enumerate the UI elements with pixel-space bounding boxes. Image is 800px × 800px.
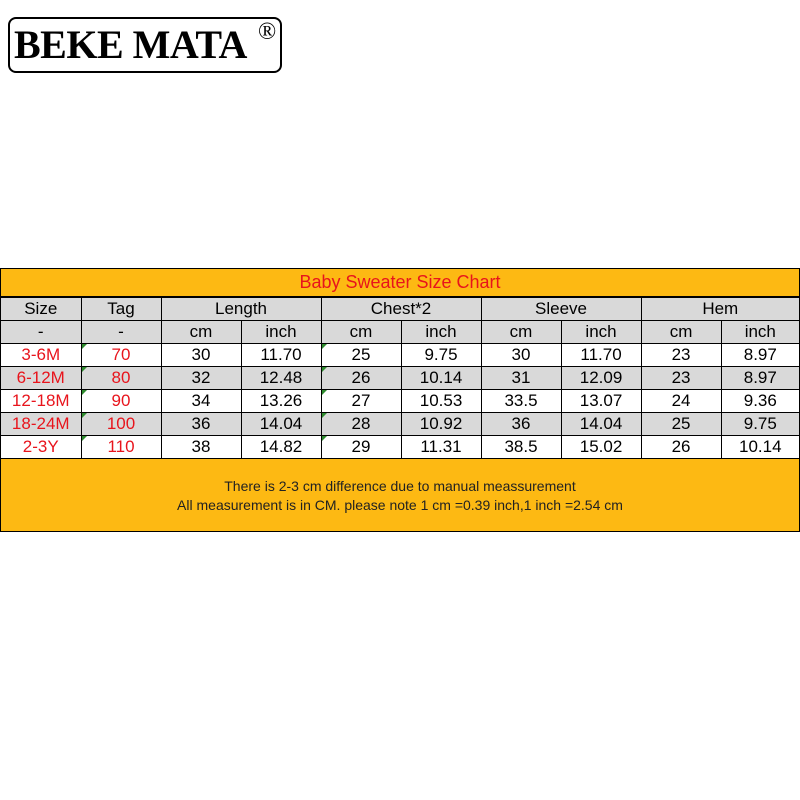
chest-cm-cell: 25 [321,344,401,367]
hem-inch-cell: 9.75 [721,413,799,436]
length-inch-cell: 14.04 [241,413,321,436]
unit-cell: cm [481,321,561,344]
hem-cm-cell: 23 [641,344,721,367]
sleeve-inch-cell: 15.02 [561,436,641,459]
length-inch-cell: 12.48 [241,367,321,390]
length-cm-cell: 34 [161,390,241,413]
hem-inch-cell: 8.97 [721,367,799,390]
length-inch-cell: 13.26 [241,390,321,413]
chest-cm-cell: 29 [321,436,401,459]
unit-cell: cm [641,321,721,344]
table-row [1,413,799,436]
tag-cell: 80 [81,367,161,390]
hem-inch-cell: 9.36 [721,390,799,413]
unit-cell: - [81,321,161,344]
unit-cell: inch [401,321,481,344]
size-cell: 2-3Y [1,436,81,459]
tag-cell: 110 [81,436,161,459]
unit-cell: inch [241,321,321,344]
chest-cm-cell: 26 [321,367,401,390]
header-row [1,298,799,321]
note-line: All measurement is in CM. please note 1 cm =0.39 inch,1 inch =2.54 cm [177,497,623,513]
size-cell: 3-6M [1,344,81,367]
sleeve-inch-cell: 13.07 [561,390,641,413]
header-size: Size [1,298,81,321]
length-cm-cell: 30 [161,344,241,367]
brand-logo [8,17,282,73]
sleeve-cm-cell: 30 [481,344,561,367]
sleeve-cm-cell: 31 [481,367,561,390]
table-row [1,436,799,459]
chest-inch-cell: 10.14 [401,367,481,390]
unit-cell: inch [561,321,641,344]
units-row [1,321,799,344]
chest-inch-cell: 9.75 [401,344,481,367]
chest-inch-cell: 11.31 [401,436,481,459]
tag-cell: 90 [81,390,161,413]
length-inch-cell: 14.82 [241,436,321,459]
hem-inch-cell: 10.14 [721,436,799,459]
length-cm-cell: 32 [161,367,241,390]
sleeve-cm-cell: 33.5 [481,390,561,413]
chest-cm-cell: 28 [321,413,401,436]
length-inch-cell: 11.70 [241,344,321,367]
header-chest: Chest*2 [321,298,481,321]
chart-title: Baby Sweater Size Chart [1,269,799,297]
sleeve-cm-cell: 36 [481,413,561,436]
unit-cell: cm [321,321,401,344]
tag-cell: 70 [81,344,161,367]
size-chart [0,268,800,532]
registered-mark: ® [258,19,276,45]
hem-inch-cell: 8.97 [721,344,799,367]
chest-inch-cell: 10.92 [401,413,481,436]
tag-cell: 100 [81,413,161,436]
header-hem: Hem [641,298,799,321]
hem-cm-cell: 24 [641,390,721,413]
size-cell: 18-24M [1,413,81,436]
table-row [1,367,799,390]
unit-cell: cm [161,321,241,344]
brand-logo-text: BEKE MATA [14,22,247,67]
header-tag: Tag [81,298,161,321]
sleeve-inch-cell: 11.70 [561,344,641,367]
table-row [1,390,799,413]
unit-cell: - [1,321,81,344]
note-line: There is 2-3 cm difference due to manual meassurement [224,478,576,494]
size-table [1,297,799,459]
size-cell: 12-18M [1,390,81,413]
header-length: Length [161,298,321,321]
sleeve-inch-cell: 14.04 [561,413,641,436]
hem-cm-cell: 26 [641,436,721,459]
hem-cm-cell: 25 [641,413,721,436]
header-sleeve: Sleeve [481,298,641,321]
unit-cell: inch [721,321,799,344]
sleeve-inch-cell: 12.09 [561,367,641,390]
size-cell: 6-12M [1,367,81,390]
table-row [1,344,799,367]
sleeve-cm-cell: 38.5 [481,436,561,459]
length-cm-cell: 38 [161,436,241,459]
chest-cm-cell: 27 [321,390,401,413]
length-cm-cell: 36 [161,413,241,436]
chart-notes [1,466,799,531]
hem-cm-cell: 23 [641,367,721,390]
chest-inch-cell: 10.53 [401,390,481,413]
